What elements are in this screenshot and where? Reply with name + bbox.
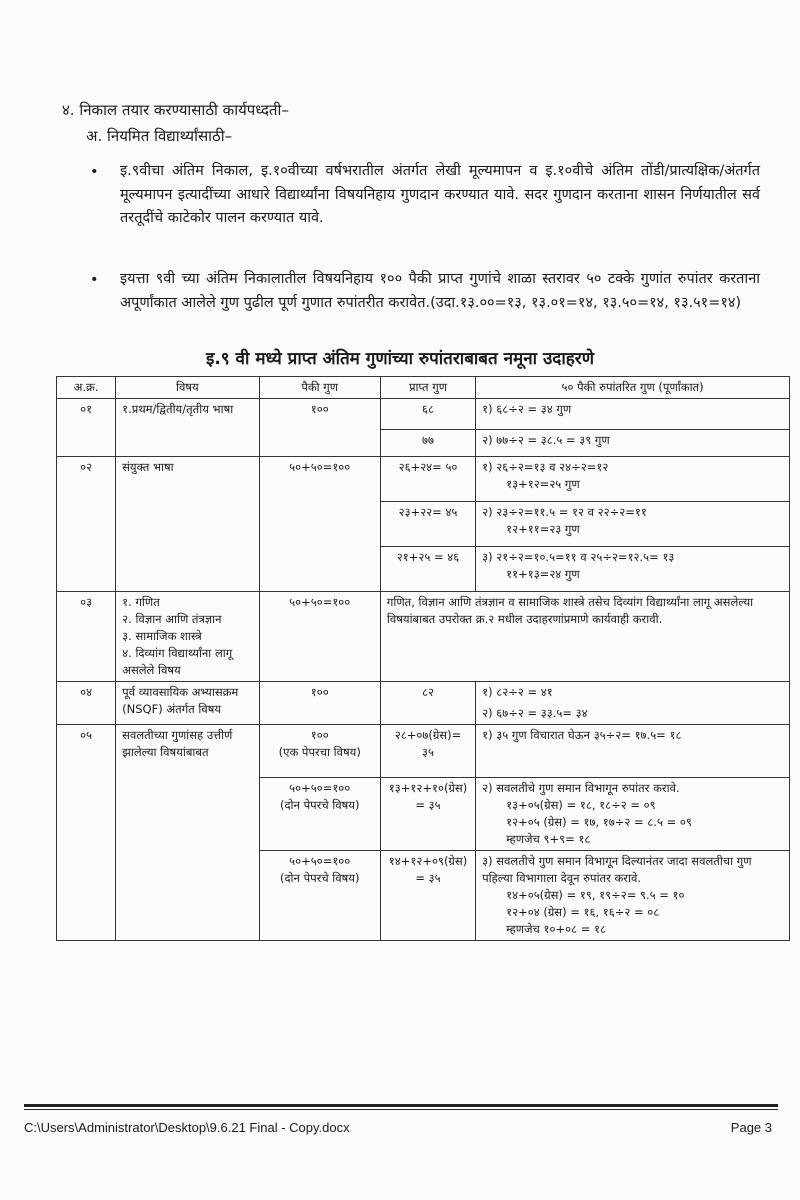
obtained-line: २८+०७(ग्रेस)= <box>394 728 462 742</box>
obtained-line: = ३५ <box>415 798 441 812</box>
row-number: ०१ <box>57 399 116 457</box>
subject-cell: सवलतीच्या गुणांसह उत्तीर्ण झालेल्या विषयांबाबत <box>116 725 259 941</box>
converted-line: म्हणजेच १०+०८ = १८ <box>506 922 606 936</box>
converted-line: २) सवलतीचे गुण समान विभागून रुपांतर करावे. <box>482 781 680 795</box>
converted-line: २) २३÷२=११.५ = १२ व २२÷२=११ <box>482 505 647 519</box>
footer-divider <box>24 1109 778 1110</box>
section-subheading: अ. नियमित विद्यार्थ्यांसाठी– <box>86 127 233 145</box>
converted-line: १२+११=२३ गुण <box>506 522 580 536</box>
row-number: ०४ <box>57 682 116 725</box>
converted-line: १३+१२=२५ गुण <box>506 477 580 491</box>
converted-line: ३) २१÷२=१०.५=११ व २५÷२=१२.५= १३ <box>482 550 675 564</box>
subject-cell <box>116 592 259 682</box>
out-of-cell: १०० <box>259 682 380 725</box>
obtained-cell: ८२ <box>380 682 475 725</box>
row-number: ०५ <box>57 725 116 941</box>
out-of-note: (एक पेपरचा विषय) <box>278 745 361 759</box>
converted-line: १) २६÷२=१३ व २४÷२=१२ <box>482 460 609 474</box>
subject-cell: संयुक्त भाषा <box>116 457 259 592</box>
out-of-cell: १०० <box>259 399 380 457</box>
converted-cell <box>476 547 790 592</box>
table-title: इ.९ वी मध्ये प्राप्त अंतिम गुणांच्या रुपांतराबाबत नमूना उदाहरणे <box>205 349 594 369</box>
footer-divider <box>24 1104 778 1107</box>
obtained-cell <box>380 725 475 778</box>
row-number: ०३ <box>57 592 116 682</box>
converted-line: १) ८२÷२ = ४१ <box>482 685 553 699</box>
converted-cell <box>476 502 790 547</box>
converted-cell <box>476 778 790 851</box>
bullet-marker: • <box>90 164 99 180</box>
obtained-line: १३+१२+१०(ग्रेस) <box>388 781 468 795</box>
out-of-cell: ५०+५०=१०० <box>259 457 380 592</box>
obtained-cell <box>380 851 475 941</box>
bullet-paragraph: इ.९वीचा अंतिम निकाल, इ.१०वीच्या वर्षभरातील अंतर्गत लेखी मूल्यमापन व इ.१०वीचे अंतिम तोंडी/प्रात्यक्षिक/अंतर्गत मूल्यमापन इत्यादींच्या आधारे विद्यार्थ्यांना विषयनिहाय गुणदान करण्यात यावे. सदर गुणदान करताना शासन निर्णयातील सर्व तरतूदींचे काटेकोर पालन करण्यात यावे. <box>120 163 760 226</box>
out-of-note: (दोन पेपरचे विषय) <box>279 871 360 885</box>
section-heading: ४. निकाल तयार करण्यासाठी कार्यपध्दती– <box>62 101 289 119</box>
column-header: पैकी गुण <box>259 377 380 399</box>
table-row <box>57 725 790 778</box>
column-header: प्राप्त गुण <box>380 377 475 399</box>
subject-cell: पूर्व व्यावसायिक अभ्यासक्रम (NSQF) अंतर्गत विषय <box>116 682 259 725</box>
obtained-cell: २६+२४= ५० <box>380 457 475 502</box>
subject-line: १. गणित <box>122 595 160 609</box>
marks-conversion-table <box>56 376 790 941</box>
out-of-marks: १०० <box>310 728 329 742</box>
out-of-marks: ५०+५०=१०० <box>289 854 351 868</box>
bullet-paragraph: इयत्ता ९वी च्या अंतिम निकालातील विषयनिहाय १०० पैकी प्राप्त गुणांचे शाळा स्तरावर ५० टक्के गुणांत रुपांतर करताना अपूर्णांकात आलेले गुण पुढील पूर्ण गुणात रुपांतरीत करावेत.(उदा.१३.००=१३, १३.०१=१४, १३.५०=१४, १३.५१=१४) <box>120 271 760 311</box>
table-row <box>57 682 790 725</box>
converted-line: १) ३५ गुण विचारात घेऊन ३५÷२= १७.५= १८ <box>482 728 682 742</box>
table-header-row <box>57 377 790 399</box>
footer-page-number: Page 3 <box>730 1120 772 1135</box>
out-of-note: (दोन पेपरचे विषय) <box>279 798 360 812</box>
obtained-line: = ३५ <box>415 871 441 885</box>
converted-cell <box>476 457 790 502</box>
obtained-cell: २१+२५ = ४६ <box>380 547 475 592</box>
out-of-cell <box>259 851 380 941</box>
converted-line: म्हणजेच ९+९= १८ <box>506 832 591 846</box>
obtained-line: १४+१२+०९(ग्रेस) <box>388 854 468 868</box>
table-row <box>57 592 790 682</box>
converted-cell <box>476 851 790 941</box>
converted-cell <box>476 725 790 778</box>
obtained-cell: २३+२२= ४५ <box>380 502 475 547</box>
row-number: ०२ <box>57 457 116 592</box>
obtained-line: ३५ <box>422 745 434 759</box>
subject-line: २. विज्ञान आणि तंत्रज्ञान <box>122 612 222 626</box>
footer-file-path: C:\Users\Administrator\Desktop\9.6.21 Final - Copy.docx <box>24 1120 350 1135</box>
column-header: विषय <box>116 377 259 399</box>
converted-line: ११+१३=२४ गुण <box>506 567 580 581</box>
converted-line: १४+०५(ग्रेस) = १९, १९÷२= ९.५ = १० <box>506 888 685 902</box>
out-of-marks: ५०+५०=१०० <box>289 781 351 795</box>
converted-cell: २) ७७÷२ = ३८.५ = ३९ गुण <box>476 430 790 457</box>
out-of-cell <box>259 778 380 851</box>
subject-line: ३. सामाजिक शास्त्रे <box>122 629 202 643</box>
converted-line: २) ६७÷२ = ३३.५= ३४ <box>482 706 588 720</box>
subject-line: ४. दिव्यांग विद्यार्थ्यांना लागू असलेले विषय <box>122 646 233 677</box>
subject-cell: १.प्रथम/द्वितीय/तृतीय भाषा <box>116 399 259 457</box>
note-cell: गणित, विज्ञान आणि तंत्रज्ञान व सामाजिक शास्त्रे तसेच दिव्यांग विद्यार्थ्यांना लागू असलेल्या विषयांबाबत उपरोक्त क्र.२ मधील उदाहरणांप्रमाणे कार्यवाही करावी. <box>380 592 789 682</box>
bullet-marker: • <box>90 272 99 288</box>
converted-line: १२+०४ (ग्रेस) = १६, १६÷२ = ०८ <box>506 905 660 919</box>
converted-cell <box>476 682 790 725</box>
column-header: ५० पैकी रुपांतरित गुण (पूर्णांकात) <box>476 377 790 399</box>
converted-line: ३) सवलतीचे गुण समान विभागून दिल्यानंतर जादा सवलतीचा गुण पहिल्या विभागाला देवून रुपांतर करावे. <box>482 854 752 885</box>
obtained-cell: ६८ <box>380 399 475 430</box>
column-header: अ.क्र. <box>57 377 116 399</box>
obtained-cell: ७७ <box>380 430 475 457</box>
converted-cell: १) ६८÷२ = ३४ गुण <box>476 399 790 430</box>
table-row <box>57 399 790 430</box>
converted-line: १३+०५(ग्रेस) = १८, १८÷२ = ०९ <box>506 798 656 812</box>
out-of-cell <box>259 725 380 778</box>
table-row <box>57 457 790 502</box>
converted-line: १२+०५ (ग्रेस) = १७, १७÷२ = ८.५ = ०९ <box>506 815 692 829</box>
out-of-cell: ५०+५०=१०० <box>259 592 380 682</box>
obtained-cell <box>380 778 475 851</box>
